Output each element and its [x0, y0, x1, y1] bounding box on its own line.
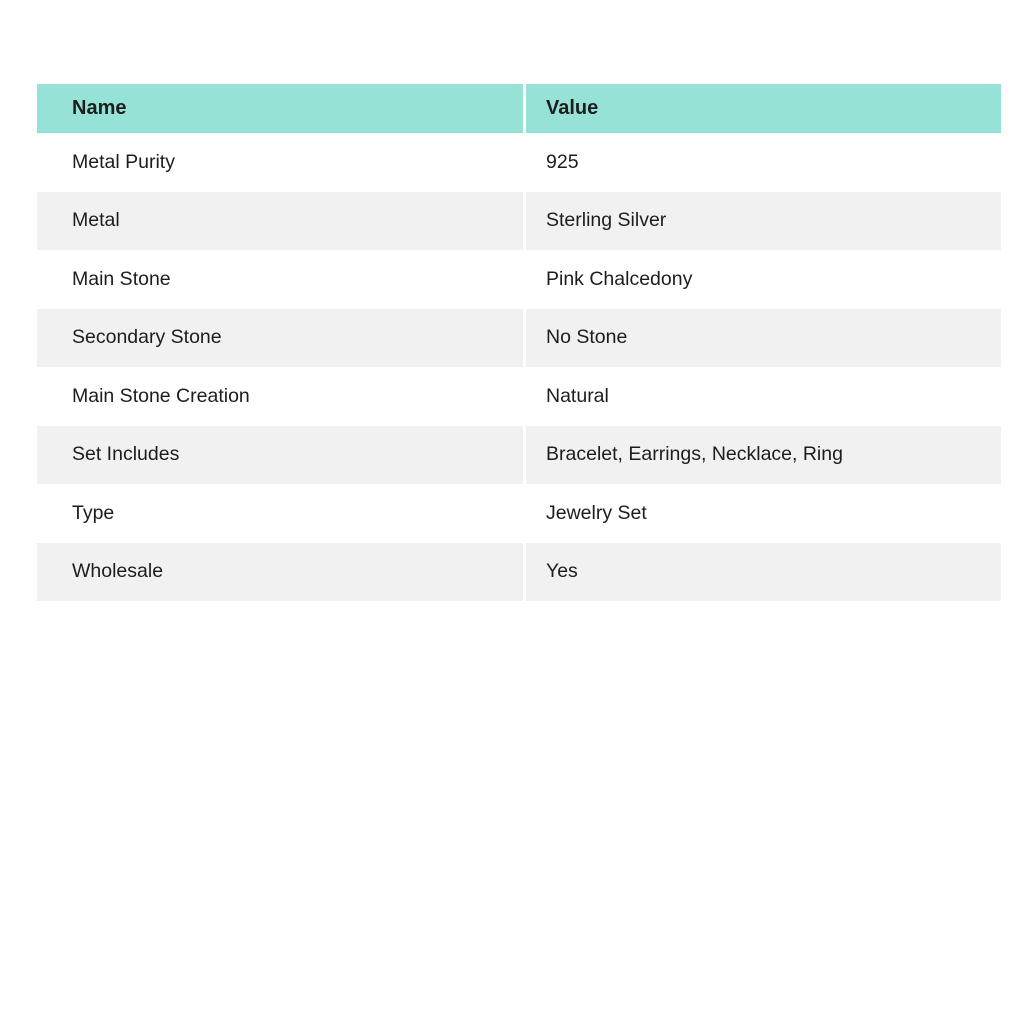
attribute-value-cell: Pink Chalcedony	[526, 250, 1001, 309]
attribute-name-cell: Main Stone	[37, 250, 523, 309]
table-row	[37, 309, 1001, 368]
attribute-value-cell: Natural	[526, 367, 1001, 426]
table-row	[37, 543, 1001, 602]
attribute-value-cell: Bracelet, Earrings, Necklace, Ring	[526, 426, 1001, 485]
attribute-name-cell: Metal	[37, 192, 523, 251]
column-header-value: Value	[526, 84, 1001, 133]
attribute-value-cell: Sterling Silver	[526, 192, 1001, 251]
attribute-value-cell: Yes	[526, 543, 1001, 602]
attribute-value-cell: Jewelry Set	[526, 484, 1001, 543]
attribute-name-cell: Wholesale	[37, 543, 523, 602]
table-row	[37, 250, 1001, 309]
table-row	[37, 133, 1001, 192]
table-row	[37, 484, 1001, 543]
column-header-name: Name	[37, 84, 523, 133]
attribute-name-cell: Set Includes	[37, 426, 523, 485]
product-spec-table	[37, 84, 1001, 601]
table-row	[37, 192, 1001, 251]
table-header-row	[37, 84, 1001, 133]
table-row	[37, 426, 1001, 485]
attribute-name-cell: Main Stone Creation	[37, 367, 523, 426]
attribute-name-cell: Type	[37, 484, 523, 543]
attribute-value-cell: No Stone	[526, 309, 1001, 368]
attribute-value-cell: 925	[526, 133, 1001, 192]
attribute-name-cell: Metal Purity	[37, 133, 523, 192]
table-row	[37, 367, 1001, 426]
attribute-name-cell: Secondary Stone	[37, 309, 523, 368]
